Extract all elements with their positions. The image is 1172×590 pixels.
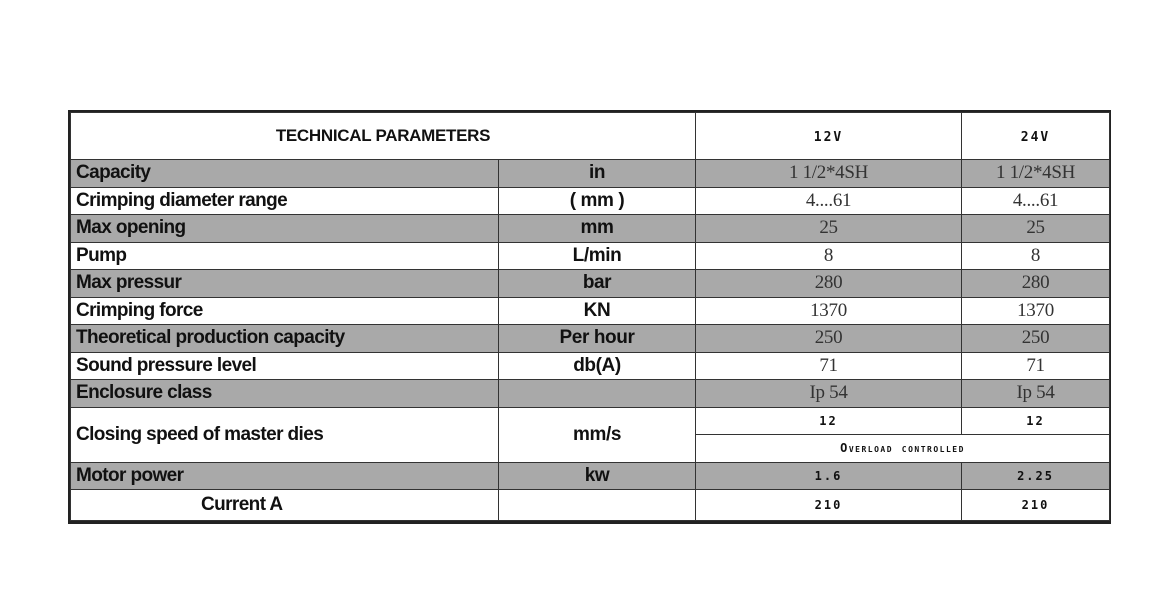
parameter-name: Crimping diameter range	[71, 187, 499, 215]
parameter-name: Theoretical production capacity	[71, 325, 499, 353]
value-12v: 4....61	[696, 187, 962, 215]
value-12v: 71	[696, 352, 962, 380]
table-row	[71, 297, 1110, 325]
value-24v: 12	[962, 407, 1110, 435]
parameter-unit: ( mm )	[499, 187, 696, 215]
parameter-name: Enclosure class	[71, 380, 499, 408]
table-row	[71, 270, 1110, 298]
parameter-unit: mm/s	[499, 407, 696, 462]
value-12v: 1.6	[696, 462, 962, 490]
value-12v: 1 1/2*4SH	[696, 160, 962, 188]
value-24v: 250	[962, 325, 1110, 353]
value-24v: 2.25	[962, 462, 1110, 490]
value-24v: Ip 54	[962, 380, 1110, 408]
table-row	[71, 325, 1110, 353]
overload-note: Overload controlled	[696, 435, 1110, 463]
value-24v: 8	[962, 242, 1110, 270]
parameter-name: Capacity	[71, 160, 499, 188]
value-24v: 71	[962, 352, 1110, 380]
value-12v: 25	[696, 215, 962, 243]
table-title: TECHNICAL PARAMETERS	[71, 113, 696, 160]
table-row	[71, 242, 1110, 270]
value-24v: 1 1/2*4SH	[962, 160, 1110, 188]
value-24v: 280	[962, 270, 1110, 298]
value-24v: 1370	[962, 297, 1110, 325]
parameter-name: Current A	[71, 490, 499, 521]
table-header-row	[71, 113, 1110, 160]
table-row-motor-power	[71, 462, 1110, 490]
parameter-name: Crimping force	[71, 297, 499, 325]
column-12v-header: 12V	[696, 113, 962, 160]
table-row	[71, 187, 1110, 215]
value-12v: 8	[696, 242, 962, 270]
value-12v: Ip 54	[696, 380, 962, 408]
value-12v: 280	[696, 270, 962, 298]
value-12v: 12	[696, 407, 962, 435]
parameter-name: Max opening	[71, 215, 499, 243]
parameter-name: Closing speed of master dies	[71, 407, 499, 462]
value-24v: 25	[962, 215, 1110, 243]
value-12v: 250	[696, 325, 962, 353]
value-24v: 210	[962, 490, 1110, 521]
parameter-unit: Per hour	[499, 325, 696, 353]
table-row	[71, 380, 1110, 408]
parameter-unit	[499, 380, 696, 408]
parameter-name: Motor power	[71, 462, 499, 490]
table-row-closing-speed	[71, 407, 1110, 435]
value-24v: 4....61	[962, 187, 1110, 215]
parameter-name: Max pressur	[71, 270, 499, 298]
table-row-current	[71, 490, 1110, 521]
parameter-unit: mm	[499, 215, 696, 243]
parameter-unit: in	[499, 160, 696, 188]
parameter-name: Sound pressure level	[71, 352, 499, 380]
table-row	[71, 215, 1110, 243]
table-row	[71, 160, 1110, 188]
table-row	[71, 352, 1110, 380]
parameter-unit: bar	[499, 270, 696, 298]
value-12v: 210	[696, 490, 962, 521]
parameter-unit: KN	[499, 297, 696, 325]
parameter-unit: db(A)	[499, 352, 696, 380]
parameter-unit	[499, 490, 696, 521]
parameter-unit: kw	[499, 462, 696, 490]
value-12v: 1370	[696, 297, 962, 325]
parameter-name: Pump	[71, 242, 499, 270]
parameter-unit: L/min	[499, 242, 696, 270]
column-24v-header: 24V	[962, 113, 1110, 160]
technical-parameters-table	[68, 110, 1111, 524]
